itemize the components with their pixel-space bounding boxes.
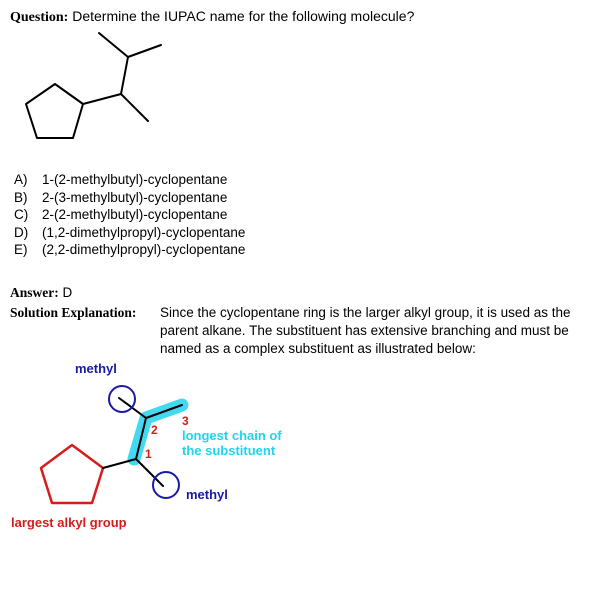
explanation-label: Solution Explanation: xyxy=(10,305,137,320)
carbon-number-2: 2 xyxy=(151,423,158,437)
option-letter: D) xyxy=(14,224,29,240)
largest-group-ring xyxy=(41,445,103,503)
option-text: 2-(2-methylbutyl)-cyclopentane xyxy=(42,207,228,222)
methyl-label-top: methyl xyxy=(75,361,117,376)
question-label: Question: xyxy=(10,10,69,25)
question-text: Determine the IUPAC name for the following molecule? xyxy=(72,8,415,24)
option-text: (2,2-dimethylpropyl)-cyclopentane xyxy=(42,242,246,257)
answer-label: Answer: xyxy=(10,285,59,300)
carbon-number-1: 1 xyxy=(145,447,152,461)
carbon-number-3: 3 xyxy=(182,414,189,428)
methyl-label-bottom: methyl xyxy=(186,487,228,502)
longest-chain-label-line1: longest chain of xyxy=(182,428,282,443)
option-letter: E) xyxy=(14,242,28,257)
largest-group-label: largest alkyl group xyxy=(11,515,127,530)
option-letter: A) xyxy=(14,172,28,187)
longest-chain-label-line2: the substituent xyxy=(182,443,276,458)
option-text: 1-(2-methylbutyl)-cyclopentane xyxy=(42,172,228,187)
option-letter: C) xyxy=(14,207,29,222)
answer-value: D xyxy=(62,285,73,300)
option-letter: B) xyxy=(14,189,28,205)
methyl-circle-bottom xyxy=(153,472,179,498)
bond-c1-methyl xyxy=(136,459,163,486)
explanation-text: Since the cyclopentane ring is the larger alkyl group, it is used as the parent alkane. The substituent has extensive branching and must be named as a complex substituent as illustrated below: xyxy=(160,305,571,356)
option-text: 2-(3-methylbutyl)-cyclopentane xyxy=(42,189,228,205)
option-text: (1,2-dimethylpropyl)-cyclopentane xyxy=(42,224,246,240)
